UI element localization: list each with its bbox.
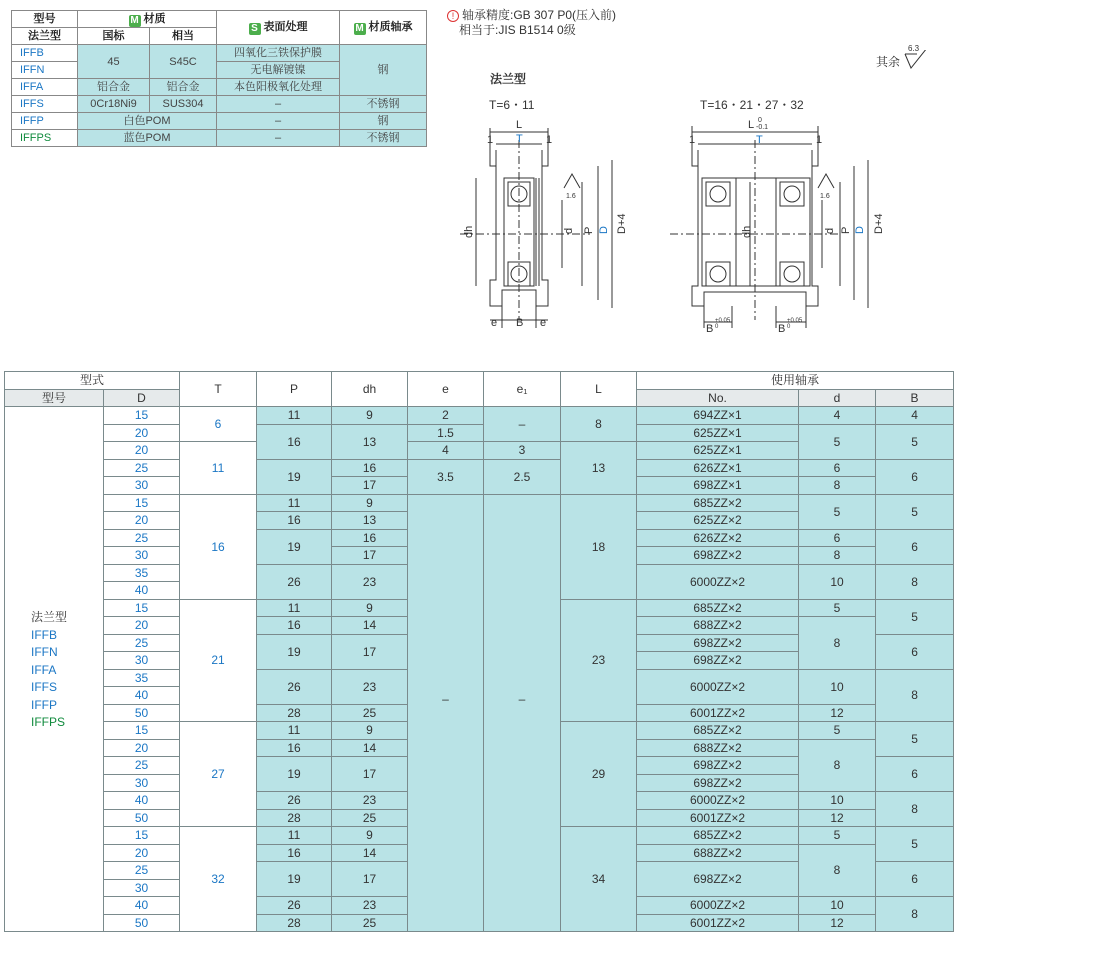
- cell-L: 29: [561, 722, 637, 827]
- cell-B: 6: [876, 757, 954, 792]
- cell-d: 12: [799, 914, 876, 932]
- cell-no: 685ZZ×2: [637, 722, 799, 740]
- dim-B-tol-up: +0.05: [715, 318, 731, 324]
- cell-D: 15: [104, 827, 180, 845]
- cell-d: 6: [799, 529, 876, 547]
- national-iffa: 铝合金: [78, 79, 150, 96]
- equivalent-s45c: S45C: [150, 45, 217, 79]
- surface-iffa: 本色阳极氧化处理: [217, 79, 340, 96]
- cell-d: 5: [799, 494, 876, 529]
- dimension-table: [4, 371, 954, 932]
- header-flange-type: 法兰型: [12, 28, 78, 45]
- cell-P: 11: [257, 722, 332, 740]
- header-d: d: [799, 389, 876, 407]
- cell-T: 6: [180, 407, 257, 442]
- left-drawing-label: T=6・11: [489, 98, 535, 112]
- cell-B: 8: [876, 792, 954, 827]
- material-iffp: 白色POM: [78, 113, 217, 130]
- cell-B: 6: [876, 862, 954, 897]
- cell-L: 18: [561, 494, 637, 599]
- cell-no: 698ZZ×2: [637, 774, 799, 792]
- cell-dh: 9: [332, 827, 408, 845]
- cell-dh: 14: [332, 617, 408, 635]
- cell-D: 50: [104, 704, 180, 722]
- cell-B: 5: [876, 827, 954, 862]
- cell-T: 21: [180, 599, 257, 722]
- material-table: [11, 10, 427, 147]
- bearing-steel: 钢: [340, 45, 427, 96]
- header-P: P: [257, 372, 332, 407]
- header-dh: dh: [332, 372, 408, 407]
- dim-L-tol-up: 0: [758, 117, 762, 124]
- cell-d: 8: [799, 844, 876, 897]
- equivalent-iffs: SUS304: [150, 96, 217, 113]
- series-code: IFFPS: [31, 715, 66, 729]
- dim-angle: 1.6: [566, 193, 576, 200]
- cell-B: 6: [876, 634, 954, 669]
- cell-D: 30: [104, 477, 180, 495]
- cell-dh: 13: [332, 424, 408, 459]
- header-form: 型式: [5, 372, 180, 390]
- cell-d: 10: [799, 564, 876, 599]
- dim-e-left: e: [491, 317, 498, 329]
- cell-D: 40: [104, 687, 180, 705]
- cell-D: 40: [104, 897, 180, 915]
- code-iffa: IFFA: [12, 79, 78, 96]
- cell-e: 1.5: [408, 424, 484, 442]
- header-model: 型号: [5, 389, 104, 407]
- cell-B: 6: [876, 459, 954, 494]
- cell-P: 16: [257, 844, 332, 862]
- dim-angle-right: 1.6: [820, 193, 830, 200]
- cell-D: 30: [104, 547, 180, 565]
- cell-d: 8: [799, 617, 876, 670]
- cell-no: 6000ZZ×2: [637, 897, 799, 915]
- cell-no: 625ZZ×1: [637, 442, 799, 460]
- cell-dh: 25: [332, 704, 408, 722]
- cell-D: 35: [104, 564, 180, 582]
- cell-d: 12: [799, 704, 876, 722]
- cell-D: 35: [104, 669, 180, 687]
- series-code: IFFB: [31, 627, 57, 642]
- cell-no: 6001ZZ×2: [637, 809, 799, 827]
- cell-P: 26: [257, 564, 332, 599]
- left-drawing-labels: [463, 119, 628, 329]
- dim-one-left: 1: [487, 134, 494, 146]
- cell-d: 10: [799, 792, 876, 810]
- cell-P: 11: [257, 827, 332, 845]
- cell-no: 625ZZ×2: [637, 512, 799, 530]
- cell-D: 30: [104, 879, 180, 897]
- cell-d: 8: [799, 739, 876, 792]
- header-L: L: [561, 372, 637, 407]
- dim-L: L: [516, 119, 523, 131]
- cell-dh: 25: [332, 914, 408, 932]
- s-badge: S: [249, 23, 261, 35]
- dim-P: P: [583, 226, 595, 234]
- cell-B: 5: [876, 494, 954, 529]
- cell-D: 25: [104, 529, 180, 547]
- cell-dh: 17: [332, 634, 408, 669]
- dim-T-right: T: [756, 134, 763, 146]
- cell-T: 27: [180, 722, 257, 827]
- cell-L: 8: [561, 407, 637, 442]
- cell-dh: 25: [332, 809, 408, 827]
- cell-P: 26: [257, 897, 332, 915]
- series-code: IFFS: [31, 680, 57, 694]
- surface-iffp: –: [217, 113, 340, 130]
- cell-e: 4: [408, 442, 484, 460]
- cell-d: 5: [799, 424, 876, 459]
- header-national: 国标: [78, 28, 150, 45]
- cell-T: 16: [180, 494, 257, 599]
- dim-D: D: [598, 226, 610, 234]
- dim-e-right: e: [540, 317, 547, 329]
- cell-d: 5: [799, 827, 876, 845]
- cell-d: 5: [799, 599, 876, 617]
- dim-D4-right: D+4: [873, 213, 885, 234]
- cell-D: 40: [104, 582, 180, 600]
- header-bearing: 使用轴承: [637, 372, 954, 390]
- cell-dh: 9: [332, 407, 408, 425]
- cell-dh: 17: [332, 547, 408, 565]
- dim-B-right: B: [778, 323, 786, 335]
- code-iffb: IFFB: [12, 45, 78, 62]
- dim-d: d: [563, 227, 575, 234]
- dim-d-right: d: [824, 227, 836, 234]
- cell-e: 2: [408, 407, 484, 425]
- dim-dh: dh: [463, 225, 475, 238]
- cell-P: 16: [257, 424, 332, 459]
- cell-D: 20: [104, 617, 180, 635]
- cell-d: 8: [799, 547, 876, 565]
- cell-L: 34: [561, 827, 637, 932]
- cell-B: 5: [876, 424, 954, 459]
- national-iffs: 0Cr18Ni9: [78, 96, 150, 113]
- code-iffs: IFFS: [12, 96, 78, 113]
- cell-no: 6001ZZ×2: [637, 914, 799, 932]
- dim-B-tol-down: 0: [715, 324, 719, 330]
- cell-no: 698ZZ×1: [637, 477, 799, 495]
- cell-T: 11: [180, 442, 257, 495]
- cell-d: 12: [799, 809, 876, 827]
- dim-dh-right: dh: [741, 225, 753, 238]
- cell-e1: –: [484, 494, 561, 932]
- roughness-note: [876, 44, 929, 72]
- dim-L-right: L: [748, 119, 755, 131]
- series-cell: [5, 407, 104, 932]
- technical-drawing: [440, 110, 900, 345]
- cell-D: 30: [104, 774, 180, 792]
- code-iffp: IFFP: [12, 113, 78, 130]
- cell-D: 15: [104, 494, 180, 512]
- header-model: 型号: [12, 11, 78, 28]
- cell-no: 698ZZ×2: [637, 862, 799, 897]
- cell-no: 685ZZ×2: [637, 827, 799, 845]
- cell-P: 26: [257, 792, 332, 810]
- surface-iffb: 四氧化三铁保护膜: [217, 45, 340, 62]
- m-badge: M: [355, 23, 364, 34]
- cell-dh: 23: [332, 669, 408, 704]
- cell-B: 6: [876, 529, 954, 564]
- dim-one-right: 1: [546, 134, 553, 146]
- header-equivalent: 相当: [150, 28, 217, 45]
- cell-no: 6001ZZ×2: [637, 704, 799, 722]
- dim-D4: D+4: [616, 213, 628, 234]
- cell-D: 15: [104, 407, 180, 425]
- cell-D: 25: [104, 634, 180, 652]
- dim-one-right-r: 1: [816, 134, 823, 146]
- cell-dh: 16: [332, 529, 408, 547]
- cell-dh: 17: [332, 757, 408, 792]
- roughness-symbol-icon: [903, 50, 929, 72]
- dim-B-left: B: [706, 323, 714, 335]
- cell-dh: 14: [332, 844, 408, 862]
- surface-iffs: –: [217, 96, 340, 113]
- cell-P: 26: [257, 669, 332, 704]
- cell-L: 13: [561, 442, 637, 495]
- cell-D: 15: [104, 722, 180, 740]
- cell-e: 3.5: [408, 459, 484, 494]
- drawing-title: 法兰型: [490, 72, 527, 86]
- cell-P: 28: [257, 704, 332, 722]
- cell-no: 6000ZZ×2: [637, 564, 799, 599]
- material-iffps: 蓝色POM: [78, 130, 217, 147]
- cell-B: 8: [876, 897, 954, 932]
- cell-no: 694ZZ×1: [637, 407, 799, 425]
- cell-P: 16: [257, 512, 332, 530]
- cell-no: 685ZZ×2: [637, 599, 799, 617]
- cell-d: 10: [799, 669, 876, 704]
- cell-dh: 13: [332, 512, 408, 530]
- series-code: IFFA: [31, 662, 57, 677]
- header-no: No.: [637, 389, 799, 407]
- cell-D: 30: [104, 652, 180, 670]
- series-code: IFFN: [31, 645, 58, 659]
- header-B: B: [876, 389, 954, 407]
- cell-no: 698ZZ×2: [637, 547, 799, 565]
- header-bearing-material: M 材质轴承: [340, 11, 427, 45]
- cell-no: 6000ZZ×2: [637, 669, 799, 704]
- precision-note: [447, 8, 616, 38]
- dim-L-tol-down: -0.1: [756, 124, 769, 131]
- dim-B-tol-down-r: 0: [787, 324, 791, 330]
- header-e: e: [408, 372, 484, 407]
- roughness-value: 6.3: [908, 44, 920, 53]
- cell-dh: 23: [332, 792, 408, 810]
- cell-P: 19: [257, 634, 332, 669]
- cell-D: 40: [104, 792, 180, 810]
- cell-D: 50: [104, 914, 180, 932]
- code-iffps: IFFPS: [12, 130, 78, 147]
- cell-P: 16: [257, 739, 332, 757]
- roughness-text: 其余: [876, 55, 901, 69]
- equivalent-text: 相当于:JIS B1514 0级: [459, 23, 576, 37]
- surface-iffps: –: [217, 130, 340, 147]
- cell-no: 6000ZZ×2: [637, 792, 799, 810]
- cell-D: 25: [104, 757, 180, 775]
- dim-one-left-r: 1: [689, 134, 696, 146]
- cell-d: 8: [799, 477, 876, 495]
- cell-dh: 14: [332, 739, 408, 757]
- cell-dh: 17: [332, 477, 408, 495]
- cell-P: 19: [257, 459, 332, 494]
- cell-d: 10: [799, 897, 876, 915]
- series-code: IFFP: [31, 697, 57, 712]
- cell-no: 698ZZ×2: [637, 652, 799, 670]
- cell-B: 5: [876, 599, 954, 634]
- dim-P-right: P: [840, 226, 852, 234]
- cell-d: 4: [799, 407, 876, 425]
- cell-dh: 9: [332, 494, 408, 512]
- cell-B: 4: [876, 407, 954, 425]
- bearing-iffp: 钢: [340, 113, 427, 130]
- cell-P: 19: [257, 529, 332, 564]
- cell-no: 688ZZ×2: [637, 739, 799, 757]
- cell-D: 15: [104, 599, 180, 617]
- right-drawing-label: T=16・21・27・32: [700, 98, 804, 112]
- cell-e: –: [408, 494, 484, 932]
- cell-P: 11: [257, 407, 332, 425]
- code-iffn: IFFN: [12, 62, 78, 79]
- cell-no: 688ZZ×2: [637, 617, 799, 635]
- cell-no: 626ZZ×1: [637, 459, 799, 477]
- cell-d: 6: [799, 459, 876, 477]
- national-45: 45: [78, 45, 150, 79]
- cell-D: 50: [104, 809, 180, 827]
- header-surface: S 表面处理: [217, 11, 340, 45]
- cell-dh: 17: [332, 862, 408, 897]
- cell-no: 698ZZ×2: [637, 757, 799, 775]
- dim-D-right: D: [854, 226, 866, 234]
- cell-dh: 16: [332, 459, 408, 477]
- cell-B: 5: [876, 722, 954, 757]
- precision-text: 轴承精度:GB 307 P0(压入前): [462, 8, 617, 22]
- cell-T: 32: [180, 827, 257, 932]
- bearing-iffps: 不锈钢: [340, 130, 427, 147]
- cell-e1: 3: [484, 442, 561, 460]
- cell-d: 5: [799, 722, 876, 740]
- right-drawing-labels: [689, 117, 885, 335]
- cell-P: 28: [257, 914, 332, 932]
- cell-P: 11: [257, 599, 332, 617]
- header-T: T: [180, 372, 257, 407]
- cell-D: 25: [104, 862, 180, 880]
- cell-no: 625ZZ×1: [637, 424, 799, 442]
- header-material: M 材质: [78, 11, 217, 28]
- cell-dh: 9: [332, 599, 408, 617]
- cell-no: 626ZZ×2: [637, 529, 799, 547]
- cell-P: 16: [257, 617, 332, 635]
- cell-e1: 2.5: [484, 459, 561, 494]
- equivalent-iffa: 铝合金: [150, 79, 217, 96]
- warning-icon: !: [447, 10, 459, 22]
- dim-B-tol-up-r: +0.05: [787, 318, 803, 324]
- cell-P: 19: [257, 757, 332, 792]
- cell-D: 20: [104, 442, 180, 460]
- cell-B: 8: [876, 669, 954, 722]
- cell-D: 20: [104, 739, 180, 757]
- right-pulley-drawing: [670, 126, 868, 328]
- cell-no: 698ZZ×2: [637, 634, 799, 652]
- bearing-iffs: 不锈钢: [340, 96, 427, 113]
- cell-D: 25: [104, 459, 180, 477]
- header-e1: e₁: [484, 372, 561, 407]
- cell-D: 20: [104, 844, 180, 862]
- cell-no: 688ZZ×2: [637, 844, 799, 862]
- header-D: D: [104, 389, 180, 407]
- cell-P: 28: [257, 809, 332, 827]
- cell-D: 20: [104, 512, 180, 530]
- cell-P: 19: [257, 862, 332, 897]
- cell-dh: 23: [332, 897, 408, 915]
- cell-dh: 9: [332, 722, 408, 740]
- cell-P: 11: [257, 494, 332, 512]
- cell-e1: –: [484, 407, 561, 442]
- cell-L: 23: [561, 599, 637, 722]
- cell-D: 20: [104, 424, 180, 442]
- surface-iffn: 无电解镀镍: [217, 62, 340, 79]
- dim-B: B: [516, 317, 524, 329]
- series-name: 法兰型: [31, 610, 68, 624]
- m-badge: M: [130, 14, 139, 26]
- cell-no: 685ZZ×2: [637, 494, 799, 512]
- cell-dh: 23: [332, 564, 408, 599]
- cell-B: 8: [876, 564, 954, 599]
- dim-T: T: [516, 133, 523, 145]
